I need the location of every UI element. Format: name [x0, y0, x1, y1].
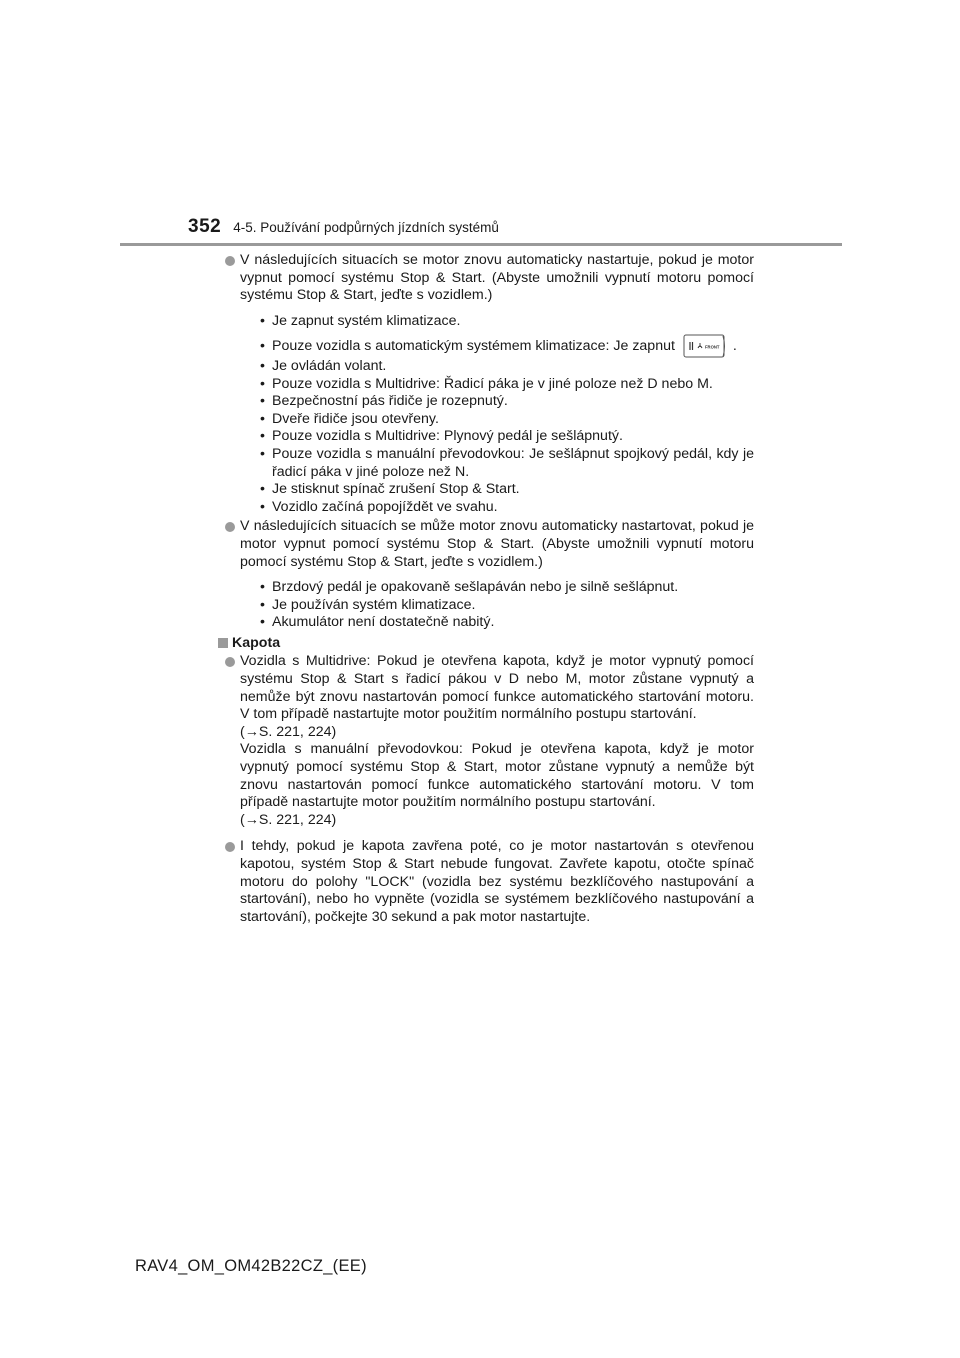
sub-list-item: • Akumulátor není dostatečně nabitý. [258, 614, 754, 632]
sub-list-item: • Je zapnut systém klimatizace. [258, 313, 754, 331]
sub-list-item: • Brzdový pedál je opakovaně sešlapáván nebo je silně sešlápnut. [258, 579, 754, 597]
header-rule [120, 243, 842, 246]
list-item [222, 252, 754, 516]
page-reference: (→S. 221, 224) [240, 811, 337, 828]
sub-list-item: • Je stisknut spínač zrušení Stop & Start. [258, 481, 754, 499]
sub-list-item [258, 338, 754, 356]
sub-item-text: Pouze vozidla s automatickým systémem klimatizace: Je zapnut [272, 338, 675, 355]
sub-list-item: • Vozidlo začíná popojíždět ve svahu. [258, 499, 754, 517]
circle-bullet-icon [225, 842, 235, 852]
circle-bullet-icon [225, 256, 235, 266]
front-defogger-button-icon [683, 333, 725, 359]
item-text: V následujících situacích se motor znovu automaticky nastartuje, pokud je motor vypnut pomocí systému Stop & Start. (Abyste umožnili vypnutí motoru pomocí systému Stop & Start, jeďte s vozidlem.) [240, 252, 754, 304]
sub-list-item: • Dveře řidiče jsou otevřeny. [258, 411, 754, 429]
section-heading [218, 635, 754, 653]
svg-text:FRONT: FRONT [704, 344, 720, 350]
item-text: Vozidla s manuální převodovkou: Pokud je otevřena kapota, když je motor vypnutý pomocí systému Stop & Start, motor zůstane vypnutý a nemůže být znovu nastartován pomocí funkce automatického startování motoru. V tom případě nastartujte motor použitím normálního postupu startování. [240, 741, 754, 811]
circle-bullet-icon [225, 522, 235, 532]
sub-list-item: • Bezpečnostní pás řidiče je rozepnutý. [258, 393, 754, 411]
page-number: 352 [188, 216, 222, 237]
sub-list-item: • Pouze vozidla s Multidrive: Plynový pedál je sešlápnutý. [258, 428, 754, 446]
list-item [222, 838, 754, 926]
list-item [222, 653, 754, 829]
sub-list-item: • Je ovládán volant. [258, 358, 754, 376]
page-reference: (→S. 221, 224) [240, 723, 337, 740]
chapter-title: 4-5. Používání podpůrných jízdních systémů [233, 220, 499, 235]
item-text: Vozidla s Multidrive: Pokud je otevřena kapota, když je motor vypnutý pomocí systému Stop & Start s řadicí pákou v D nebo M, motor zůstane vypnutý a nemůže být znovu nastartován pomocí funkce automatického startování motoru. V tom případě nastartujte motor použitím normálního postupu startování. [240, 653, 754, 723]
item-text: I tehdy, pokud je kapota zavřena poté, co je motor nastartován s otevřenou kapotou, systém Stop & Start nebude fungovat. Zavřete kapotu, otočte spínač motoru do polohy "LOCK" (vozidla bez systému bezklíčového nastupování a startování), nebo ho vypněte (vozidla se systémem bezklíčového nastupování a startování), počkejte 30 sekund a pak motor nastartujte. [240, 838, 754, 925]
sub-list [258, 313, 754, 517]
sub-list [258, 579, 754, 632]
page-content [222, 252, 754, 926]
list-item [222, 518, 754, 632]
sub-list-item: • Pouze vozidla s manuální převodovkou: Je sešlápnut spojkový pedál, kdy je řadicí páka v jiné poloze než N. [258, 446, 754, 481]
item-text: V následujících situacích se může motor znovu automaticky nastartovat, pokud je motor vypnut pomocí systému Stop & Start. (Abyste umožnili vypnutí motoru pomocí systému Stop & Start, jeďte s vozidlem.) [240, 518, 754, 570]
sub-list-item: • Je používán systém klimatizace. [258, 597, 754, 615]
document-code: RAV4_OM_OM42B22CZ_(EE) [135, 1257, 367, 1275]
sub-list-item: • Pouze vozidla s Multidrive: Řadicí páka je v jiné poloze než D nebo M. [258, 376, 754, 394]
section-heading-text: Kapota [232, 634, 281, 651]
circle-bullet-icon [225, 657, 235, 667]
page-header [188, 216, 499, 238]
square-bullet-icon [218, 638, 228, 648]
sub-item-period: . [732, 338, 737, 355]
